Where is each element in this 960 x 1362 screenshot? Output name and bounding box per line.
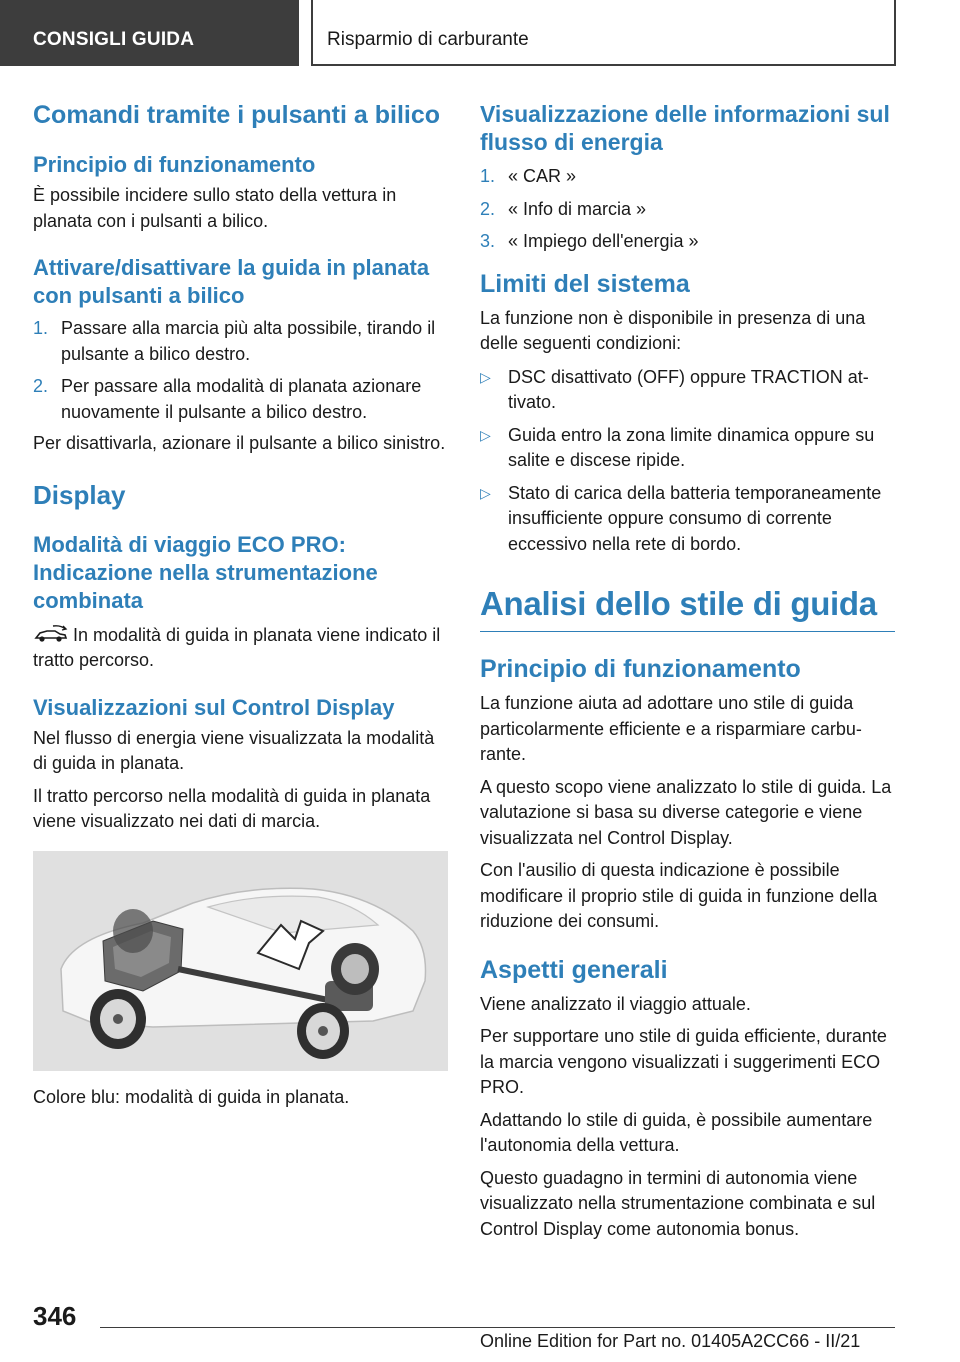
step-number: 1. — [33, 318, 49, 338]
heading-modalita: Modalità di viaggio ECO PRO: Indicazione nella strumentazione combinata — [33, 531, 378, 613]
chapter-title: Risparmio di carburante — [327, 29, 529, 50]
bullet-triangle-icon: ▷ — [480, 368, 491, 385]
paragraph-aiuta: La funzione aiuta ad adottare uno stile di guida particolarmente efficiente e a risparmiare carburante. — [480, 693, 862, 764]
edition-note: Online Edition for Part no. 01405A2CC66 - II/21 — [480, 1331, 861, 1351]
paragraph-flusso: Nel flusso di energia viene visualizzata la modalità di guida in planata. — [33, 727, 435, 773]
step-number: 2. — [33, 376, 49, 396]
condition-text: DSC disattivato (OFF) oppure TRACTION attivato. — [508, 366, 869, 412]
heading-visualizzazione: Visualizzazione delle informazioni sul flusso di energia — [480, 101, 890, 155]
menu-path-list — [480, 164, 895, 255]
figure-caption: Colore blu: modalità di guida in planata. — [33, 1086, 350, 1107]
steps-list — [33, 316, 448, 425]
list-item — [480, 365, 895, 416]
heading-attivare: Attivare/disattivare la guida in planata con pulsanti a bilico — [33, 255, 430, 308]
heading-limiti: Limiti del sistema — [480, 269, 690, 298]
list-item — [480, 197, 895, 223]
bullet-triangle-icon: ▷ — [480, 484, 491, 501]
paragraph-tratto: Il tratto percorso nella modalità di guida in planata viene visualizzato nei dati di marcia. — [33, 785, 431, 831]
paragraph-modalita — [33, 623, 448, 674]
heading-visualizzazioni: Visualizzazioni sul Control Display — [33, 694, 395, 720]
list-item — [480, 423, 895, 474]
coasting-car-icon — [33, 624, 69, 644]
paragraph-scopo: A questo scopo viene analizzato lo stile di guida. La valutazione si basa su diverse categorie e viene visualizzata nel Control Display. — [480, 776, 892, 848]
heading-principio-analisi: Principio di funzionamento — [480, 655, 801, 683]
right-column — [480, 100, 895, 1242]
paragraph-supportare: Per supportare uno stile di guida efficiente, durante la marcia vengono visualizzati i suggerimenti ECO PRO. — [480, 1026, 887, 1097]
step-number: 3. — [480, 231, 496, 251]
car-drivetrain-figure — [33, 851, 448, 1071]
section-title: CONSIGLI GUIDA — [33, 29, 195, 50]
menu-path-text: « Info di marcia » — [508, 198, 647, 219]
condition-text: Stato di carica della batteria temporaneamente insufficiente oppure consumo di corrente eccessivo nella rete di bordo. — [508, 482, 882, 554]
paragraph-viaggio: Viene analizzato il viaggio attuale. — [480, 993, 751, 1014]
step-number: 2. — [480, 198, 496, 219]
paragraph-adattando: Adattando lo stile di guida, è possibile aumentare l'autonomia della vettura. — [480, 1109, 873, 1155]
bullet-triangle-icon: ▷ — [480, 426, 491, 443]
left-column — [33, 100, 448, 1110]
heading-aspetti: Aspetti generali — [480, 955, 668, 984]
list-item — [480, 481, 895, 558]
paragraph-principio: È possibile incidere sullo stato della vettura in planata con i pulsanti a bilico. — [33, 185, 397, 231]
modalita-text: In modalità di guida in planata viene indicato il tratto percorso. — [33, 624, 441, 670]
paragraph-limiti: La funzione non è disponibile in presenza di una delle seguenti condizioni: — [480, 307, 866, 353]
list-item — [480, 229, 895, 255]
paragraph-disattivarla: Per disattivarla, azionare il pulsante a bilico sinistro. — [33, 433, 446, 453]
heading-analisi: Analisi dello stile di guida — [480, 583, 895, 632]
step-text: Per passare alla modalità di planata azionare nuovamente il pulsante a bilico destro. — [61, 376, 422, 422]
step-number: 1. — [480, 166, 496, 186]
footer-divider — [100, 1327, 895, 1328]
heading-principio: Principio di funzionamento — [33, 152, 316, 177]
conditions-list — [480, 365, 895, 558]
heading-comandi: Comandi tramite i pulsanti a bilico — [33, 101, 441, 129]
heading-display: Display — [33, 479, 126, 510]
section-tab — [0, 0, 299, 66]
list-item — [480, 164, 895, 190]
menu-path-text: « CAR » — [508, 166, 577, 186]
chapter-box — [311, 0, 896, 66]
condition-text: Guida entro la zona limite dinamica oppure su salite e discese ripide. — [508, 424, 875, 470]
list-item — [33, 316, 448, 367]
paragraph-guadagno: Questo guadagno in termini di autonomia viene visualizzato nella strumentazione combinata e sul Control Display come autonomia bonus. — [480, 1167, 876, 1239]
car-illustration — [33, 851, 448, 1071]
paragraph-ausilio: Con l'ausilio di questa indicazione è possibile modificare il proprio stile di guida in funzione della riduzione dei consumi. — [480, 860, 878, 931]
list-item — [33, 374, 448, 425]
step-text: Passare alla marcia più alta possibile, tirando il pulsante a bilico destro. — [61, 318, 436, 364]
page-number: 346 — [33, 1301, 77, 1331]
menu-path-text: « Impiego dell'energia » — [508, 231, 699, 251]
